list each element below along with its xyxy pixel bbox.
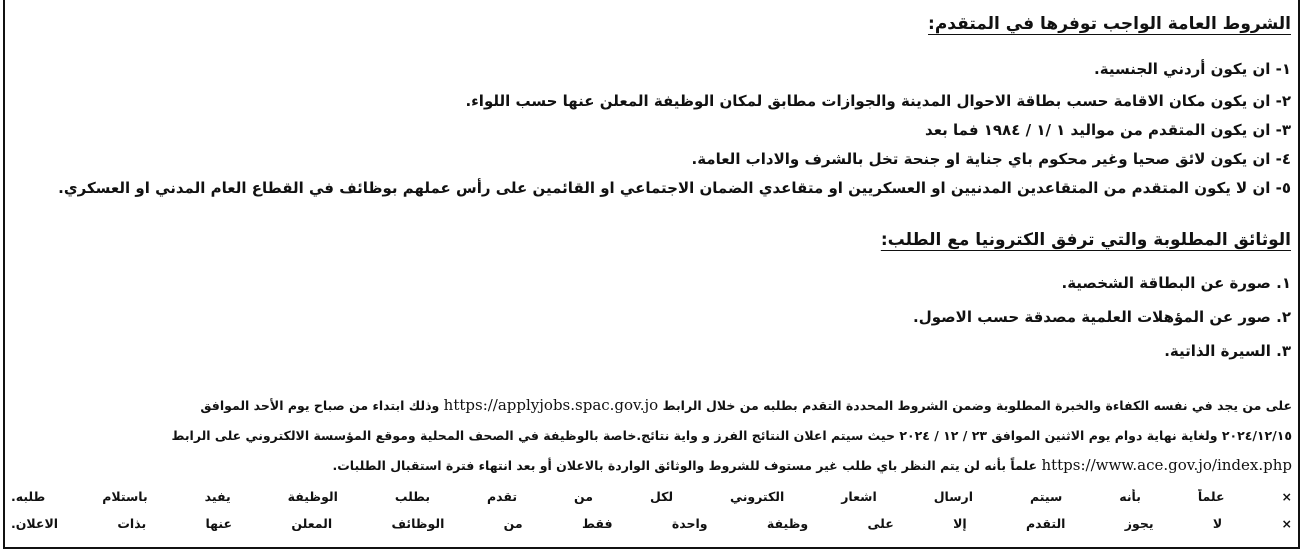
document-item-3: ٣. السيرة الذاتية. — [1164, 342, 1291, 360]
note-2: × لا يجوز التقدم إلا على وظيفة واحدة فقط من الوظائف المعلن عنها بذات الاعلان. — [11, 516, 1292, 531]
condition-item-1: ١- ان يكون أردني الجنسية. — [1094, 60, 1291, 78]
site-url-link[interactable]: https://www.ace.gov.jo/index.php — [1041, 456, 1292, 474]
condition-item-4: ٤- ان يكون لائق صحيا وغير محكوم باي جناية او جنحة تخل بالشرف والاداب العامة. — [691, 150, 1291, 168]
condition-item-2: ٢- ان يكون مكان الاقامة حسب بطاقة الاحوال المدينة والجوازات مطابق لمكان الوظيفة المعلن عنها حسب اللواء. — [465, 92, 1291, 110]
document-item-2: ٢. صور عن المؤهلات العلمية مصدقة حسب الاصول. — [913, 308, 1291, 326]
notice-line-1-text: على من يجد في نفسه الكفاءة والخبرة المطلوبة وضمن الشروط المحددة التقدم بطلبه من خلال الرابط — [662, 398, 1292, 413]
notice-line-3 — [11, 456, 1292, 474]
notice-line-1 — [11, 396, 1292, 414]
required-documents-heading: الوثائق المطلوبة والتي ترفق الكترونيا مع الطلب: — [880, 230, 1291, 250]
notice-line-1-tail: وذلك ابتداء من صباح يوم الأحد الموافق — [200, 398, 440, 413]
document-item-1: ١. صورة عن البطاقة الشخصية. — [1061, 274, 1291, 292]
notice-line-2: ٢٠٢٤/١٢/١٥ ولغاية نهاية دوام يوم الاثنين الموافق ٢٣ / ١٢ / ٢٠٢٤ حيث سيتم اعلان النتائج الفرز و واية نتائج.خاصة بالوظيفة في الصحف المحلية وموقع المؤسسة الالكتروني على الرابط — [171, 428, 1292, 443]
announcement-frame — [3, 0, 1300, 549]
apply-url-link[interactable]: https://applyjobs.spac.gov.jo — [443, 396, 659, 414]
condition-item-5: ٥- ان لا يكون المتقدم من المتقاعدين المدنيين او العسكريين او متقاعدي الضمان الاجتماعي او القائمين على رأس عملهم بوظائف في القطاع العام المدني او العسكري. — [58, 179, 1291, 197]
general-conditions-heading: الشروط العامة الواجب توفرها في المتقدم: — [928, 14, 1291, 34]
condition-item-3: ٣- ان يكون المتقدم من مواليد ١ /١ / ١٩٨٤ فما بعد — [925, 121, 1291, 139]
note-1: × علماً بأنه سيتم ارسال اشعار الكتروني لكل من تقدم بطلب الوظيفة يفيد باستلام طلبه. — [11, 489, 1292, 504]
notice-line-3-text: علماً بأنه لن يتم النظر باي طلب غير مستوف للشروط والوثائق الواردة بالاعلان أو بعد انتهاء فترة استقبال الطلبات. — [332, 458, 1038, 473]
